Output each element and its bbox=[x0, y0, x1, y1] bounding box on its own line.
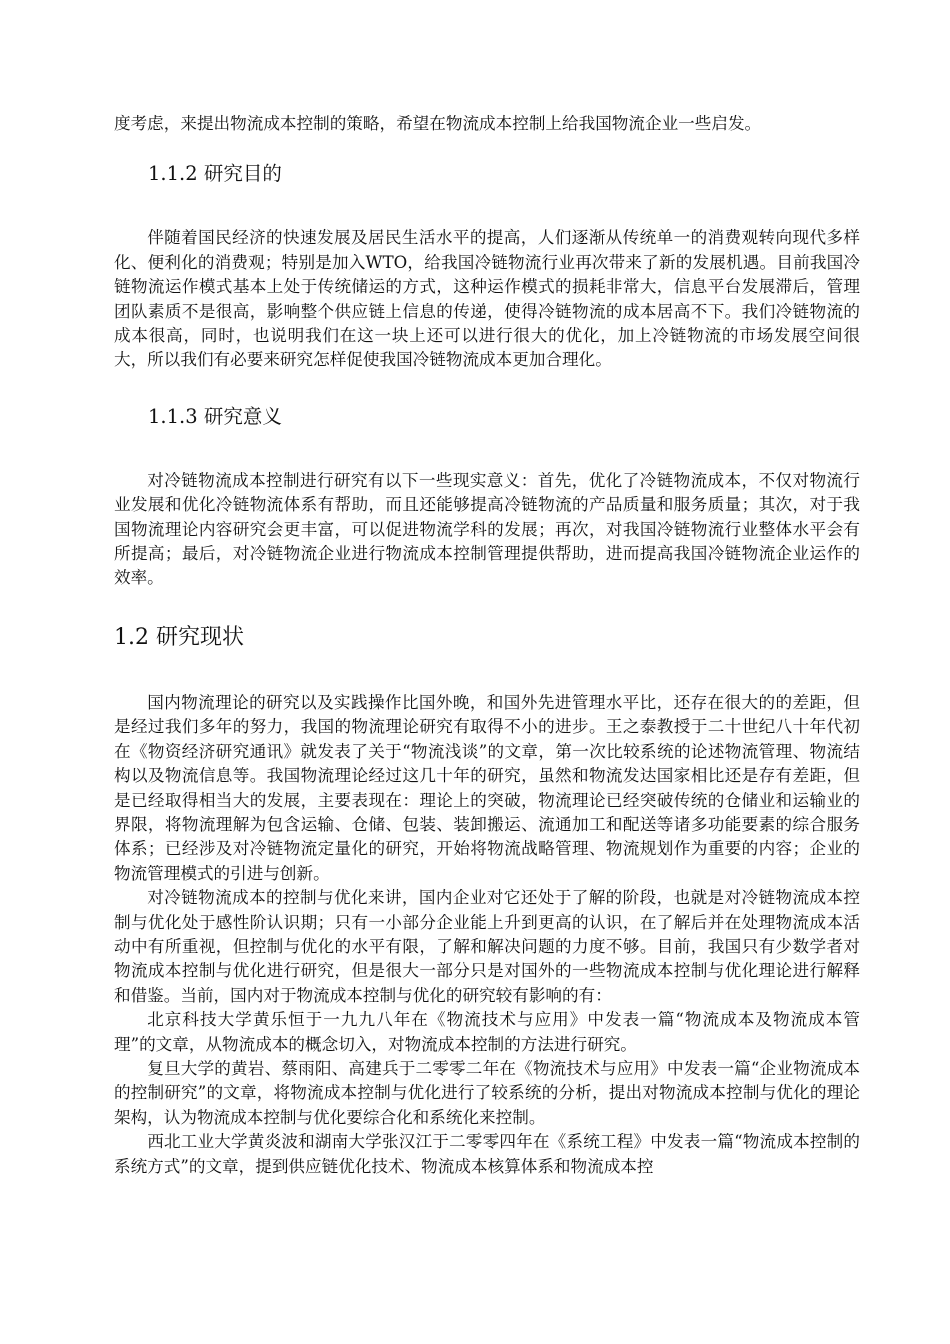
section-1-2-paragraph-4: 复旦大学的黄岩、蔡雨阳、高建兵于二零零二年在《物流技术与应用》中发表一篇“企业物流成本的控制研究”的文章，将物流成本控制与优化进行了较系统的分析，提出对物流成本控制与优化的理论架构，认为物流成本控制与优化要综合化和系统化来控制。 bbox=[114, 1058, 860, 1127]
section-1-2-paragraph-5: 西北工业大学黄炎波和湖南大学张汉江于二零零四年在《系统工程》中发表一篇“物流成本控制的系统方式”的文章，提到供应链优化技术、物流成本核算体系和物流成本控 bbox=[114, 1132, 860, 1176]
section-1-1-2-paragraph: 伴随着国民经济的快速发展及居民生活水平的提高，人们逐渐从传统单一的消费观转向现代多样化、便利化的消费观；特别是加入WTO，给我国冷链物流行业再次带来了新的发展机遇。目前我国冷链物流运作模式基本上处于传统储运的方式，这种运作模式的损耗非常大，信息平台发展滞后，管理团队素质不是很高，影响整个供应链上信息的传递，使得冷链物流的成本居高不下。我们冷链物流的成本很高，同时，也说明我们在这一块上还可以进行很大的优化，加上冷链物流的市场发展空间很大，所以我们有必要来研究怎样促使我国冷链物流成本更加合理化。 bbox=[114, 228, 860, 370]
section-heading-1-1-3: 1.1.3 研究意义 bbox=[148, 404, 282, 428]
intro-line: 度考虑，来提出物流成本控制的策略，希望在物流成本控制上给我国物流企业一些启发。 bbox=[114, 114, 762, 133]
section-1-2-paragraph-1: 国内物流理论的研究以及实践操作比国外晚，和国外先进管理水平比，还存在很大的的差距，但是经过我们多年的努力，我国的物流理论研究有取得不小的进步。王之泰教授于二十世纪八十年代初在《物资经济研究通讯》就发表了关于“物流浅谈”的文章，第一次比较系统的论述物流管理、物流结构以及物流信息等。我国物流理论经过这几十年的研究，虽然和物流发达国家相比还是存有差距，但是已经取得相当大的发展，主要表现在：理论上的突破，物流理论已经突破传统的仓储业和运输业的界限，将物流理解为包含运输、仓储、包装、装卸搬运、流通加工和配送等诸多功能要素的综合服务体系；已经涉及对冷链物流定量化的研究，开始将物流战略管理、物流规划作为重要的内容；企业的物流管理模式的引进与创新。 bbox=[114, 692, 860, 883]
section-1-1-3-paragraph: 对冷链物流成本控制进行研究有以下一些现实意义：首先，优化了冷链物流成本，不仅对物流行业发展和优化冷链物流体系有帮助，而且还能够提高冷链物流的产品质量和服务质量；其次，对于我国物流理论内容研究会更丰富，可以促进物流学科的发展；再次，对我国冷链物流行业整体水平会有所提高；最后，对冷链物流企业进行物流成本控制管理提供帮助，进而提高我国冷链物流企业运作的效率。 bbox=[114, 470, 860, 588]
section-1-2-paragraph-3: 北京科技大学黄乐恒于一九九八年在《物流技术与应用》中发表一篇“物流成本及物流成本管理”的文章，从物流成本的概念切入，对物流成本控制的方法进行研究。 bbox=[114, 1010, 860, 1054]
section-heading-1-2: 1.2 研究现状 bbox=[114, 624, 244, 650]
section-heading-1-1-2: 1.1.2 研究目的 bbox=[148, 162, 282, 186]
section-1-2-paragraph-2: 对冷链物流成本的控制与优化来讲，国内企业对它还处于了解的阶段，也就是对冷链物流成本控制与优化处于感性阶认识期；只有一小部分企业能上升到更高的认识，在了解后并在处理物流成本活动中有所重视，但控制与优化的水平有限，了解和解决问题的力度不够。目前，我国只有少数学者对物流成本控制与优化进行研究，但是很大一部分只是对国外的一些物流成本控制与优化理论进行解释和借鉴。当前，国内对于物流成本控制与优化的研究较有影响的有： bbox=[114, 888, 860, 1005]
document-body bbox=[114, 112, 860, 1179]
